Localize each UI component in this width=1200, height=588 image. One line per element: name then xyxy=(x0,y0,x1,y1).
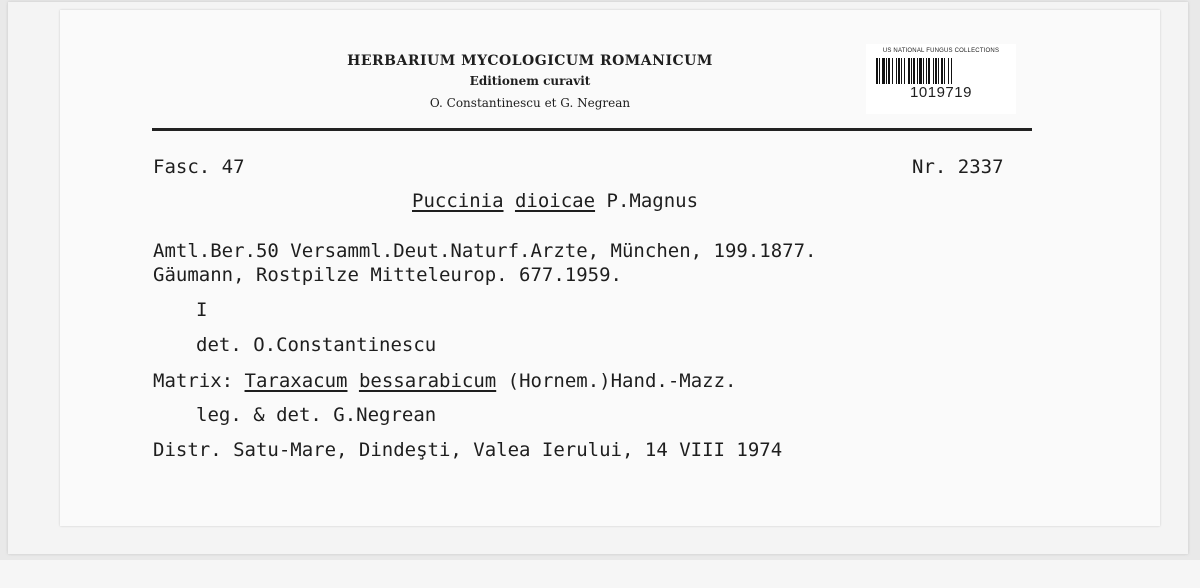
host-genus: Taraxacum xyxy=(244,370,348,392)
species-author: P.Magnus xyxy=(606,190,699,212)
barcode-number: 1019719 xyxy=(910,84,972,101)
spore-stage: I xyxy=(196,299,208,321)
label-header xyxy=(330,50,730,116)
host-author: (Hornem.)Hand.-Mazz. xyxy=(507,370,737,392)
matrix-prefix: Matrix: xyxy=(153,370,234,392)
editors-line: O. Constantinescu et G. Negrean xyxy=(429,96,631,110)
lower-sheet-edge xyxy=(0,560,1200,588)
matrix-line xyxy=(153,370,736,392)
barcode-caption: US NATIONAL FUNGUS COLLECTIONS xyxy=(882,48,1000,54)
herbarium-title: HERBARIUM MYCOLOGICUM ROMANICUM xyxy=(347,53,713,69)
collector-line: leg. & det. G.Negrean xyxy=(196,404,437,426)
reference-line-1: Amtl.Ber.50 Versamml.Deut.Naturf.Arzte, München, 199.1877. xyxy=(153,240,817,262)
barcode-icon xyxy=(874,58,1008,84)
reference-line-2: Gäumann, Rostpilze Mitteleurop. 677.1959. xyxy=(153,264,622,286)
species-genus: Puccinia xyxy=(412,190,504,212)
exsiccata-number: Nr. 2337 xyxy=(912,156,1004,178)
locality-line: Distr. Satu-Mare, Dindeşti, Valea Ierului, 14 VIII 1974 xyxy=(153,439,783,461)
editorial-line: Editionem curavit xyxy=(469,74,591,88)
barcode-sticker xyxy=(866,44,1016,114)
fascicle-number: Fasc. 47 xyxy=(153,156,245,178)
species-name xyxy=(412,190,698,212)
determiner-line: det. O.Constantinescu xyxy=(196,334,437,356)
host-epithet: bessarabicum xyxy=(358,370,497,392)
species-epithet: dioicae xyxy=(514,190,596,212)
header-divider xyxy=(152,128,1032,131)
